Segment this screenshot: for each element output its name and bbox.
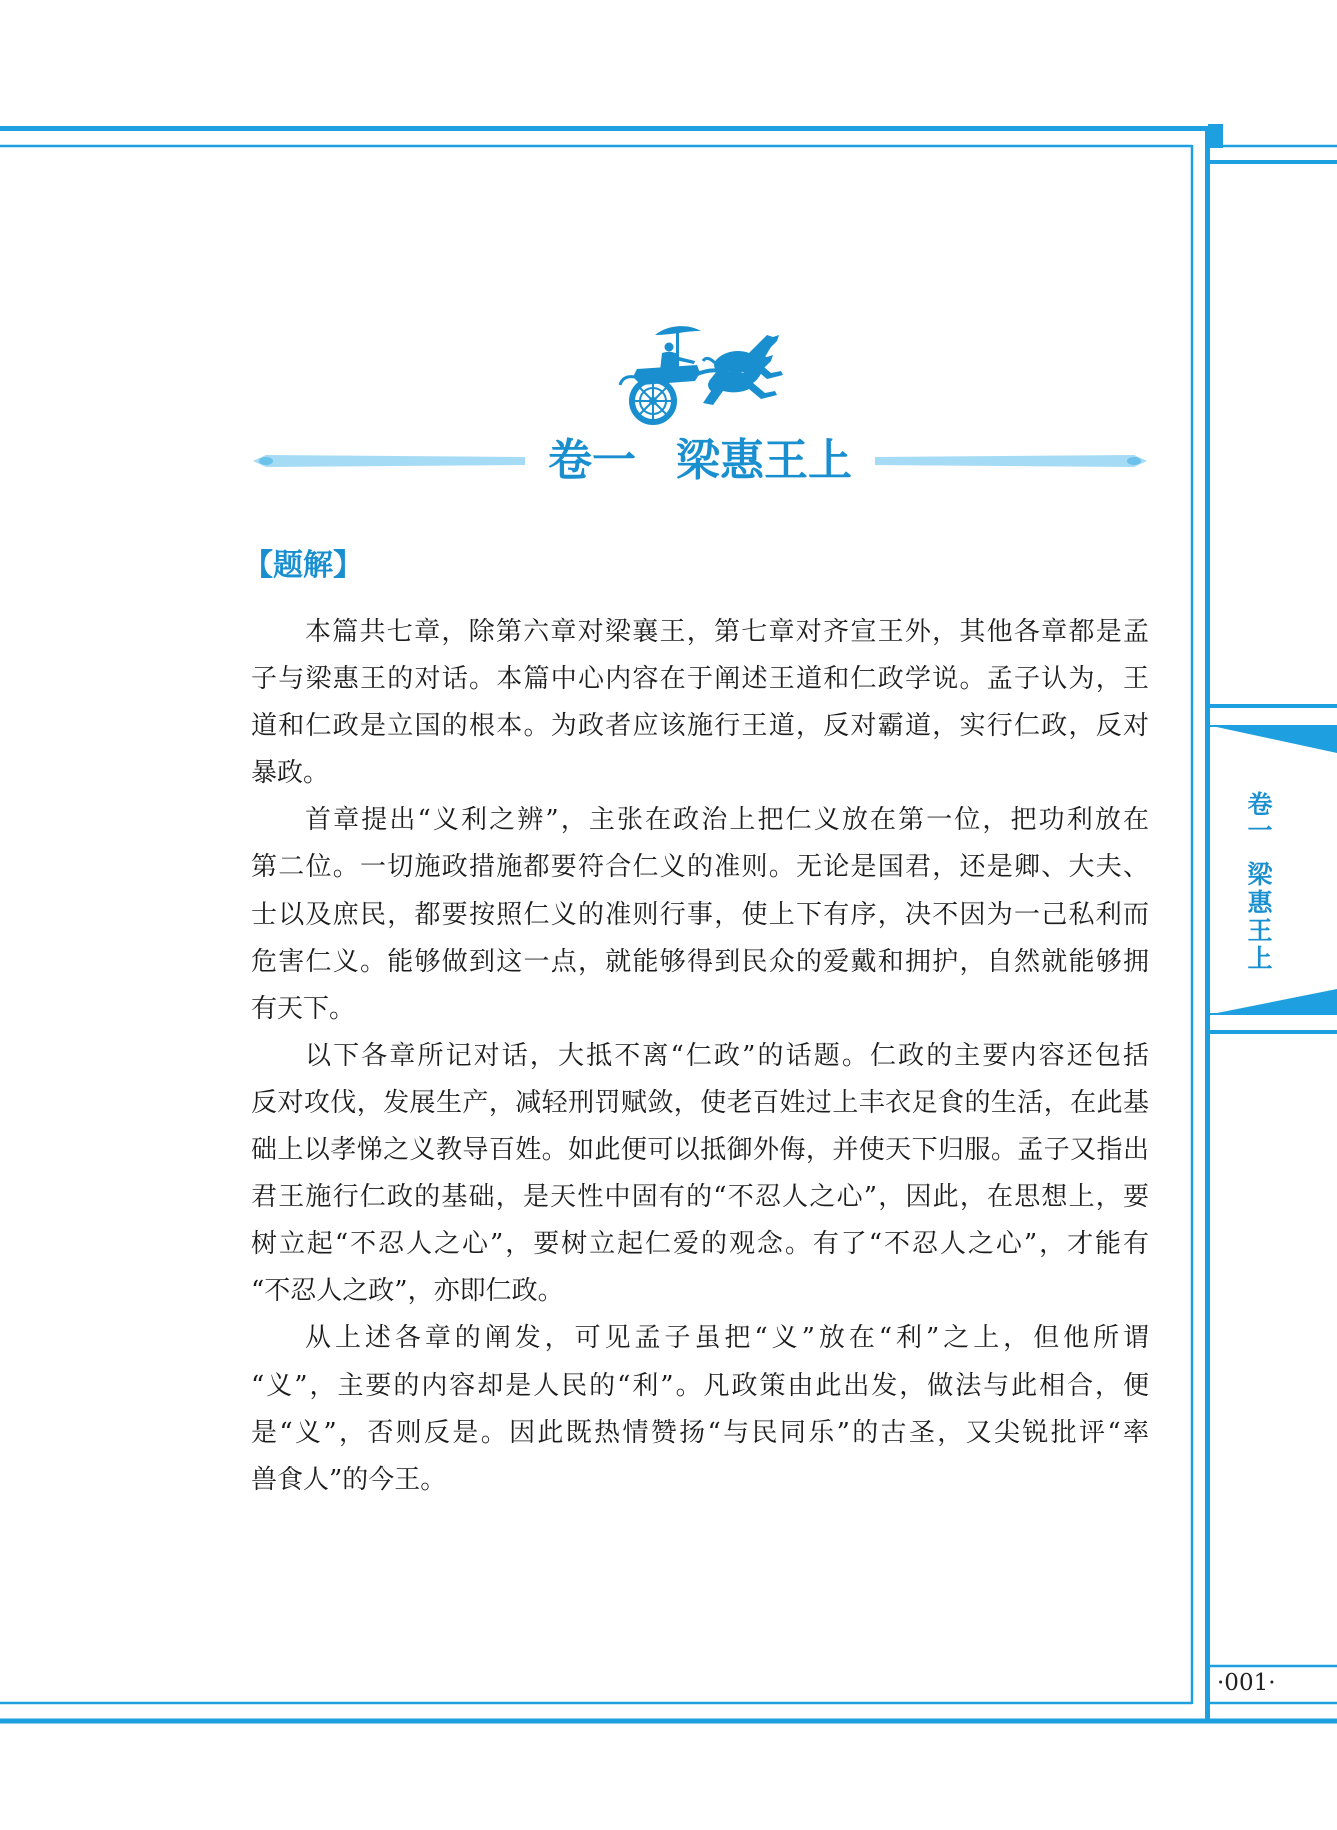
- paragraph: [251, 609, 1149, 797]
- body-text: [251, 609, 1149, 1504]
- title-ornament-right: [875, 455, 1147, 467]
- side-tab-bottom-wedge: [1212, 989, 1337, 1014]
- paragraph: [251, 1033, 1149, 1316]
- text-line: 首章提出“义利之辨”，主张在政治上把仁义放在第一位，把功利放在: [305, 805, 1149, 836]
- text-line: “不忍人之政”，亦即仁政。: [251, 1276, 564, 1307]
- text-line: 是“义”，否则反是。因此既热情赞扬“与民同乐”的古圣，又尖锐批评“率: [251, 1417, 1149, 1448]
- side-panel-top-block: [1208, 124, 1223, 148]
- text-line: 础上以孝悌之义教导百姓。如此便可以抵御外侮，并使天下归服。孟子又指出: [251, 1135, 1149, 1166]
- section-heading: 【题解】: [243, 548, 363, 583]
- title-ornament-left-knot: [259, 457, 273, 465]
- text-line: 第二位。一切施政措施都要符合仁义的准则。无论是国君，还是卿、大夫、: [251, 852, 1149, 883]
- text-line: 危害仁义。能够做到这一点，就能够得到民众的爱戴和拥护，自然就能够拥: [251, 946, 1149, 977]
- text-line: 以下各章所记对话，大抵不离“仁政”的话题。仁政的主要内容还包括: [305, 1040, 1149, 1071]
- text-line: 从上述各章的阐发，可见孟子虽把“义”放在“利”之上，但他所谓: [305, 1323, 1149, 1354]
- title-ornament-right-knot: [1127, 457, 1141, 465]
- title-ornament-left: [253, 455, 525, 467]
- chapter-title: [525, 433, 875, 489]
- text-line: 士以及庶民，都要按照仁义的准则行事，使上下有序，决不因为一己私利而: [251, 899, 1149, 930]
- text-line: 本篇共七章，除第六章对梁襄王，第七章对齐宣王外，其他各章都是孟: [305, 617, 1149, 647]
- text-line: 暴政。: [251, 758, 330, 789]
- paragraph: [251, 1315, 1149, 1503]
- side-tab-top-wedge: [1212, 726, 1337, 753]
- page-number: ·001·: [1217, 1670, 1276, 1696]
- text-line: 道和仁政是立国的根本。为政者应该施行王道，反对霸道，实行仁政，反对: [251, 711, 1149, 742]
- side-tab-chapter: 梁惠王上: [1244, 861, 1273, 973]
- chapter-title-name: 梁惠王上: [676, 435, 852, 486]
- chariot-horse-icon: [615, 323, 785, 427]
- chapter-title-volume: 卷一: [548, 435, 636, 486]
- text-line: “义”，主要的内容却是人民的“利”。凡政策由此出发，做法与此相合，便: [251, 1370, 1149, 1401]
- paragraph: [251, 797, 1149, 1032]
- text-line: 子与梁惠王的对话。本篇中心内容在于阐述王道和仁政学说。孟子认为，王: [251, 664, 1149, 695]
- text-line: 反对攻伐，发展生产，减轻刑罚赋敛，使老百姓过上丰衣足食的生活，在此基: [251, 1087, 1149, 1118]
- side-tab-volume: 卷一: [1244, 791, 1273, 843]
- text-line: 君王施行仁政的基础，是天性中固有的“不忍人之心”，因此，在思想上，要: [251, 1182, 1149, 1213]
- text-line: 有天下。: [251, 993, 356, 1024]
- text-line: 兽食人”的今王。: [251, 1464, 447, 1495]
- text-line: 树立起“不忍人之心”，要树立起仁爱的观念。有了“不忍人之心”，才能有: [251, 1229, 1149, 1260]
